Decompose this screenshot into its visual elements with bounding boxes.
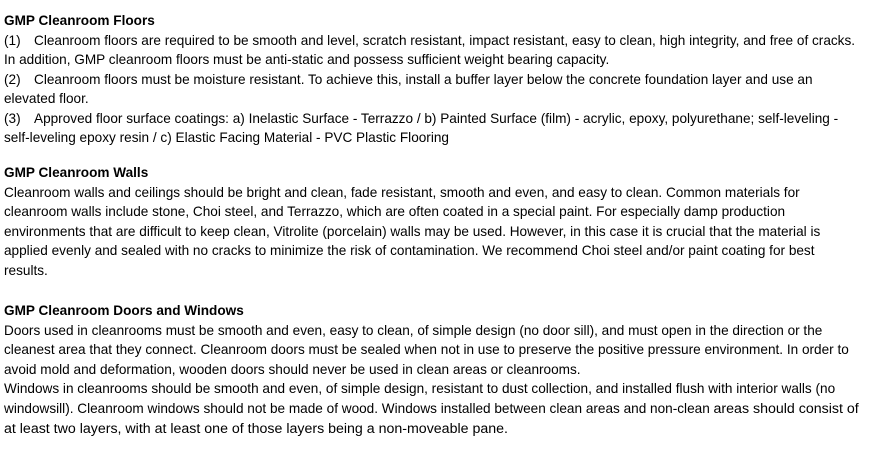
floors-heading: GMP Cleanroom Floors — [4, 13, 155, 28]
floors-item-2-text: Cleanroom floors must be moisture resistant. To achieve this, install a buffer layer below the concrete foundation layer and use an elevated floor. — [4, 71, 813, 106]
walls-heading: GMP Cleanroom Walls — [4, 165, 149, 180]
windows-paragraph — [4, 379, 862, 440]
doors-paragraph: Doors used in cleanrooms must be smooth and even, easy to clean, of simple design (no door sill), and must open in the direction or the cleanest area that they connect. Cleanroom doors must be sealed when not in use to preserve the positive pressure environment. In order to avoid mold and deformation, wooden doors should never be used in clean areas or cleanrooms. — [4, 322, 849, 377]
floors-item-3-text: Approved floor surface coatings: a) Inelastic Surface - Terrazzo / b) Painted Surface (film) - acrylic, epoxy, polyurethane; self-leveling - self-leveling epoxy resin / c) Elastic Facing Material - PVC Plastic Flooring — [4, 110, 839, 145]
floors-item-2-number: (2) — [4, 71, 21, 87]
walls-paragraph: Cleanroom walls and ceilings should be bright and clean, fade resistant, smooth and even, and easy to clean. Common materials for cleanroom walls include stone, Choi steel, and Terrazzo, which are often coated in a special paint. For especially damp production environments that are difficult to keep clean, Vitrolite (porcelain) walls may be used. However, in this case it is crucial that the material is applied evenly and sealed with no cracks to minimize the risk of contamination. We recommend Choi steel and/or paint coating for best results. — [4, 184, 821, 278]
floors-item-1 — [4, 31, 862, 70]
floors-item-1-text: Cleanroom floors are required to be smooth and level, scratch resistant, impact resistant, easy to clean, high integrity, and free of cracks. In addition, GMP cleanroom floors must be anti-static and possess sufficient weight bearing capacity. — [4, 32, 856, 67]
section-floors — [4, 11, 862, 159]
floors-item-2 — [4, 70, 862, 109]
section-walls — [4, 163, 862, 301]
section-doors-windows — [4, 301, 862, 440]
floors-item-3-number: (3) — [4, 110, 21, 126]
doors-windows-heading: GMP Cleanroom Doors and Windows — [4, 303, 244, 318]
windows-paragraph-text: Windows in cleanrooms should be smooth and even, of simple design, resistant to dust collection, and installed flush with interior walls (no windowsill). Cleanroom windows should not be made of wood. Windows installed between clean areas and non-clean — [4, 381, 836, 416]
windows-paragraph-last-line: areas should consist of at least two layers, with at least one of those layers being a non-moveable pane. — [4, 400, 859, 437]
floors-item-3 — [4, 109, 862, 148]
floors-item-1-number: (1) — [4, 32, 21, 48]
